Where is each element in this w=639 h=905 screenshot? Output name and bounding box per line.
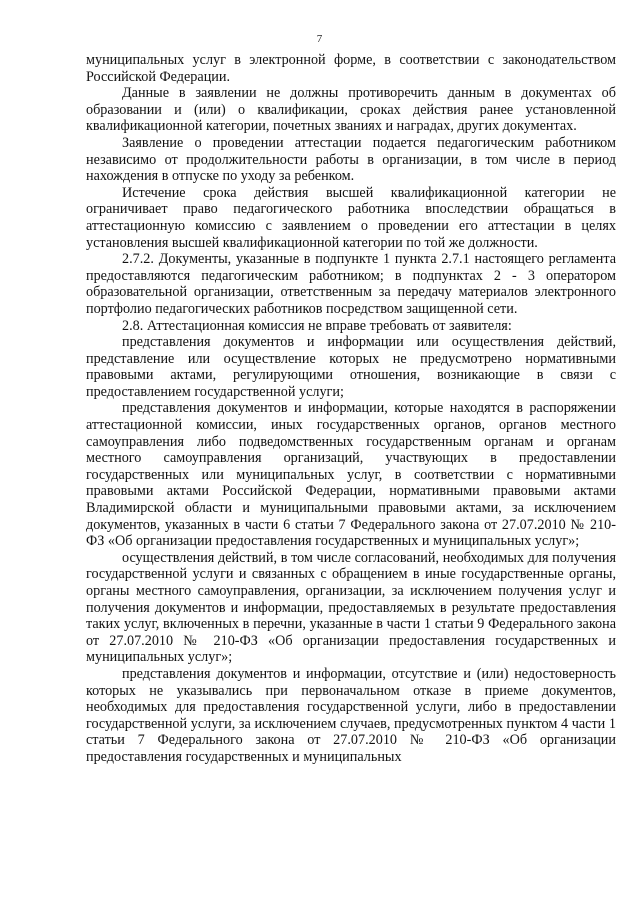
list-item: осуществления действий, в том числе согласований, необходимых для получения государственной услуги и связанных с обращением в иные государственные органы, органы местного самоуправления, организации, за исключением получения услуг и получения документов и информации, предоставляемых в результате предоставления таких услуг, включенных в перечни, указанные в части 1 статьи 9 Федерального закона от 27.07.2010 № 210-ФЗ «Об организации предоставления государственных и муниципальных услуг»; — [86, 549, 616, 666]
page-number: 7 — [316, 33, 323, 45]
paragraph: муниципальных услуг в электронной форме, в соответствии с законодательством Российской Федерации. — [86, 52, 616, 85]
document-body — [86, 52, 616, 766]
list-item: представления документов и информации, которые находятся в распоряжении аттестационной комиссии, иных государственных органов, органов местного самоуправления либо подведомственных государственным органам и органам местного самоуправления организаций, участвующих в предоставлении государственных или муниципальных услуг, в соответствии с нормативными правовыми актами Российской Федерации, нормативными правовыми актами Владимирской области и муниципальными правовыми актами, за исключением документов, указанных в части 6 статьи 7 Федерального закона от 27.07.2010 № 210-ФЗ «Об организации предоставления государственных и муниципальных услуг»; — [86, 400, 616, 550]
list-item: представления документов и информации, отсутствие и (или) недостоверность которых не указывались при первоначальном отказе в приеме документов, необходимых для предоставления государственной услуги, либо в предоставлении государственной услуги, за исключением случаев, предусмотренных пунктом 4 части 1 статьи 7 Федерального закона от 27.07.2010 № 210-ФЗ «Об организации предоставления государственных и муниципальных — [86, 665, 616, 765]
paragraph: Заявление о проведении аттестации подается педагогическим работником независимо от продолжительности работы в организации, в том числе в период нахождения в отпуске по уходу за ребенком. — [86, 134, 616, 185]
section-heading: 2.8. Аттестационная комиссия не вправе требовать от заявителя: — [122, 317, 512, 334]
paragraph: 2.7.2. Документы, указанные в подпункте 1 пункта 2.7.1 настоящего регламента предоставляются педагогическим работником; в подпунктах 2 - 3 оператором образовательной организации, ответственным за передачу материалов электронного портфолио педагогических работников посредством защищенной сети. — [86, 251, 616, 317]
list-item: представления документов и информации или осуществления действий, представление или осуществление которых не предусмотрено нормативными правовыми актами, регулирующими отношения, возникающие в связи с предоставлением государственной услуги; — [86, 334, 616, 400]
paragraph: Данные в заявлении не должны противоречить данным в документах об образовании и (или) о квалификации, сроках действия ранее установленной квалификационной категории, почетных званиях и наградах, других документах. — [86, 85, 616, 135]
paragraph: Истечение срока действия высшей квалификационной категории не ограничивает право педагогического работника впоследствии обращаться в аттестационную комиссию с заявлением о проведении его аттестации в целях установления высшей квалификационной категории по той же должности. — [86, 184, 616, 251]
